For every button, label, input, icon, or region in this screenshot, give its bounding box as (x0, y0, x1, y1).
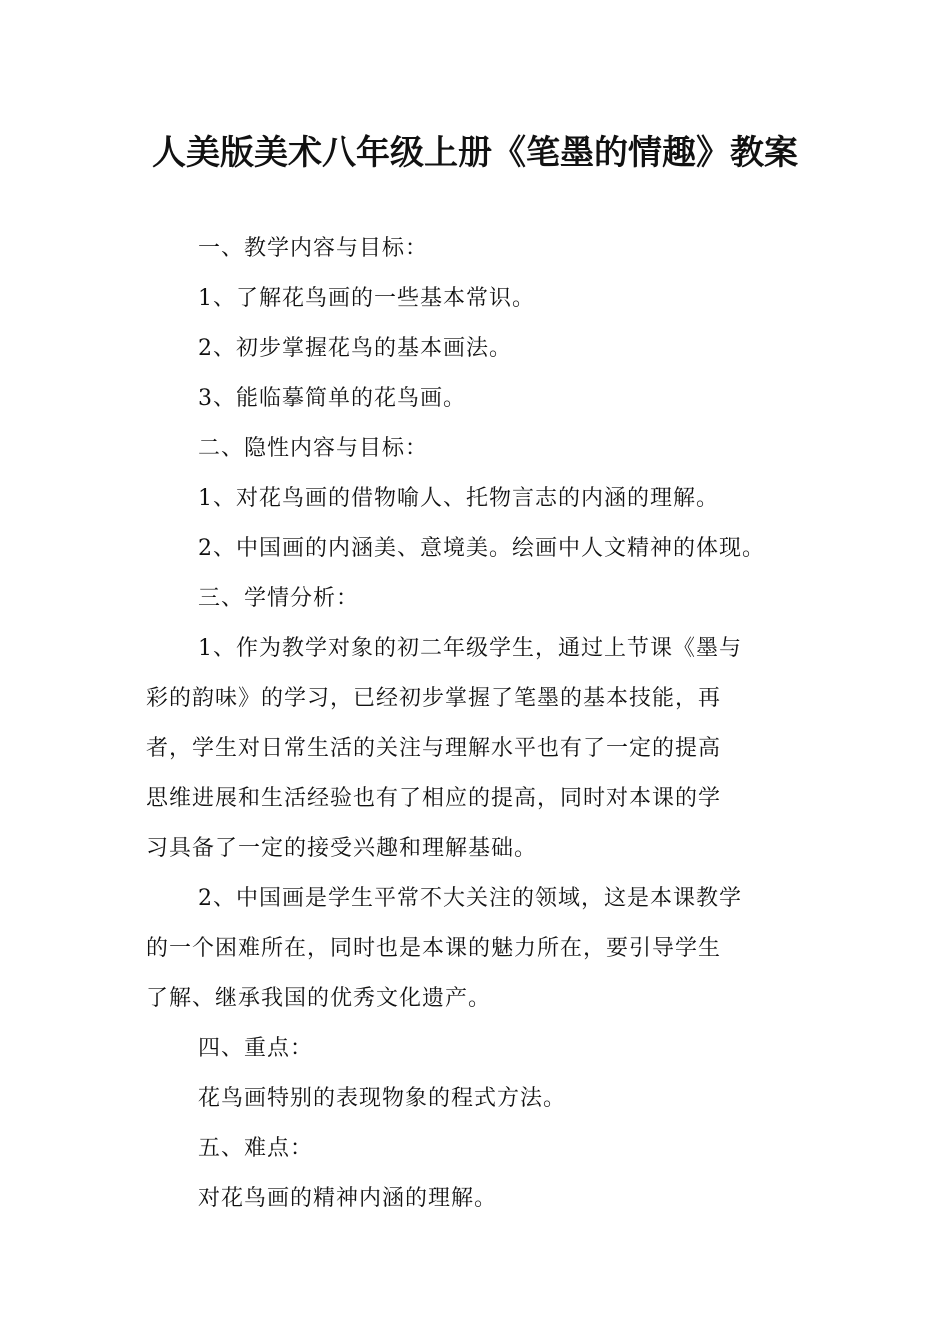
paragraph-line: 1、了解花鸟画的一些基本常识。 (198, 286, 535, 311)
paragraph-line: 五、难点： (198, 1136, 314, 1161)
paragraph-line: 1、作为教学对象的初二年级学生，通过上节课《墨与 (198, 636, 742, 661)
paragraph-line: 2、中国画的内涵美、意境美。绘画中人文精神的体现。 (198, 536, 765, 561)
paragraph-line: 二、隐性内容与目标： (198, 436, 429, 461)
paragraph-line: 三、学情分析： (198, 586, 360, 611)
paragraph-line: 彩的韵味》的学习，已经初步掌握了笔墨的基本技能，再 (146, 686, 722, 711)
paragraph-line: 四、重点： (198, 1036, 314, 1061)
paragraph-line: 2、初步掌握花鸟的基本画法。 (198, 336, 512, 361)
document-body (146, 224, 810, 1224)
paragraph-line: 2、中国画是学生平常不大关注的领域，这是本课教学 (198, 886, 742, 911)
paragraph-line: 1、对花鸟画的借物喻人、托物言志的内涵的理解。 (198, 486, 719, 511)
paragraph-line: 思维进展和生活经验也有了相应的提高，同时对本课的学 (146, 786, 722, 811)
paragraph-line: 了解、继承我国的优秀文化遗产。 (146, 986, 492, 1011)
document-title: 人美版美术八年级上册《笔墨的情趣》教案 (152, 133, 798, 173)
paragraph-line: 3、能临摹简单的花鸟画。 (198, 386, 466, 411)
paragraph-line: 一、教学内容与目标： (198, 236, 429, 261)
paragraph-line: 对花鸟画的精神内涵的理解。 (198, 1186, 498, 1211)
paragraph-line: 习具备了一定的接受兴趣和理解基础。 (146, 836, 538, 861)
paragraph-line: 者，学生对日常生活的关注与理解水平也有了一定的提高 (146, 736, 722, 761)
paragraph-line: 花鸟画特别的表现物象的程式方法。 (198, 1086, 567, 1111)
paragraph-line: 的一个困难所在，同时也是本课的魅力所在，要引导学生 (146, 936, 722, 961)
